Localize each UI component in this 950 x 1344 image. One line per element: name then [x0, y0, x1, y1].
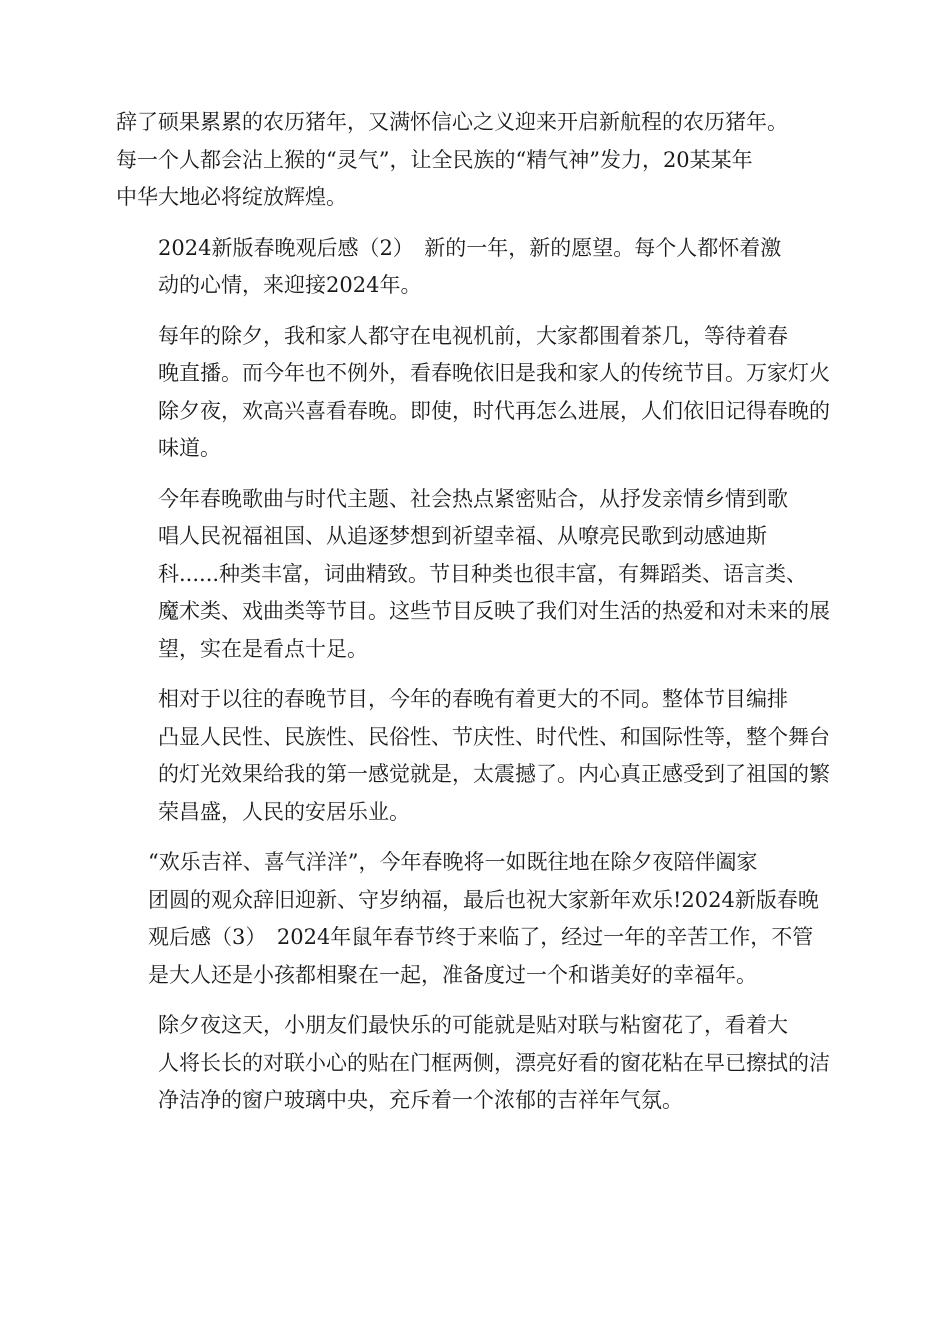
paragraph: [116, 681, 836, 831]
paragraph: [116, 104, 836, 217]
text-line: 相对于以往的春晚节目，今年的春晚有着更大的不同。整体节目编排: [158, 687, 788, 711]
text-line: 除夕夜这天，小朋友们最快乐的可能就是贴对联与粘窗花了，看着大: [158, 1013, 788, 1037]
text-line: 今年春晚歌曲与时代主题、社会热点紧密贴合，从抒发亲情乡情到歌: [158, 486, 788, 511]
paragraph: [116, 230, 836, 305]
text-line: 味道。: [158, 436, 221, 460]
text-line: 每年的除夕，我和家人都守在电视机前，大家都围着茶几，等待着春: [158, 323, 788, 348]
text-line: 中华大地必将绽放辉煌。: [116, 185, 347, 209]
text-line: 团圆的观众辞旧迎新、守岁纳福，最后也祝大家新年欢乐!2024新版春晚: [148, 887, 819, 912]
paragraph: [116, 844, 836, 994]
text-line: 荣昌盛，人民的安居乐业。: [158, 799, 410, 824]
text-line: 的灯光效果给我的第一感觉就是，太震撼了。内心真正感受到了祖国的繁: [158, 762, 830, 786]
text-line: 唱人民祝福祖国、从追逐梦想到祈望幸福、从嘹亮民歌到动感迪斯: [158, 524, 767, 548]
text-line: “欢乐吉祥、喜气洋洋”，今年春晚将一如既往地在除夕夜陪伴阖家: [148, 850, 758, 874]
text-line: 除夕夜，欢高兴喜看春晚。即使，时代再怎么进展，人们依旧记得春晚的: [158, 398, 830, 423]
paragraph: [116, 1007, 836, 1120]
text-line: 2024新版春晚观后感（2） 新的一年，新的愿望。每个人都怀着激: [158, 235, 782, 260]
text-line: 凸显人民性、民族性、民俗性、节庆性、时代性、和国际性等，整个舞台: [158, 724, 830, 749]
text-line: 人将长长的对联小心的贴在门框两侧，漂亮好看的窗花粘在早已擦拭的洁: [158, 1050, 830, 1075]
paragraph: [116, 318, 836, 468]
text-line: 是大人还是小孩都相聚在一起，准备度过一个和谐美好的幸福年。: [148, 962, 757, 987]
document-page: [116, 104, 836, 1133]
text-line: 科......种类丰富，词曲精致。节目种类也很丰富，有舞蹈类、语言类、: [158, 561, 808, 586]
text-line: 魔术类、戏曲类等节目。这些节目反映了我们对生活的热爱和对未来的展: [158, 599, 830, 623]
text-line: 观后感（3） 2024年鼠年春节终于来临了，经过一年的辛苦工作，不管: [148, 925, 814, 949]
text-line: 每一个人都会沾上猴的“灵气”，让全民族的“精气神”发力，20某某年: [116, 147, 753, 172]
text-line: 晚直播。而今年也不例外，看春晚依旧是我和家人的传统节目。万家灯火: [158, 361, 830, 385]
text-line: 望，实在是看点十足。: [158, 636, 368, 661]
text-line: 净洁净的窗户玻璃中央，充斥着一个浓郁的吉祥年气氛。: [158, 1088, 683, 1112]
text-line: 辞了硕果累累的农历猪年，又满怀信心之义迎来开启新航程的农历猪年。: [116, 110, 788, 134]
text-line: 动的心情，来迎接2024年。: [158, 273, 422, 297]
paragraph: [116, 481, 836, 669]
